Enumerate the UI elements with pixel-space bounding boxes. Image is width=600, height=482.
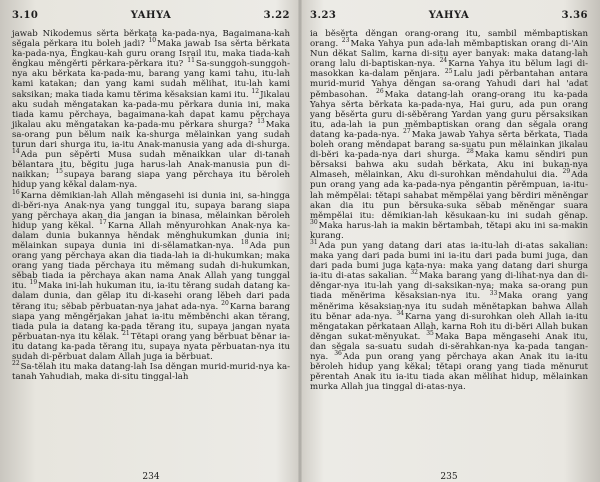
verse-text: Maka ini-lah hukuman itu, ia-itu tĕrang sudah datang ka-dalam dunia, dan gĕlap itu di-kasehi orang lĕbeh dari pada tĕrang itu; sĕbab pĕrbuatan-nya jahat ada-nya. [12,281,291,312]
verse-number: 23 [341,37,350,45]
header-reference-end: 3.36 [561,10,588,21]
header-reference-start: 3.23 [310,10,337,21]
verse-number: 12 [251,87,260,95]
verse-number: 10 [148,37,157,45]
verse-text: Maka jawab Yahya sĕrta bĕrkata, Tiada boleh orang mĕndapat barang sa-suatu pun mĕlainkan jikalau di-bĕri ka-pada-nya dari shurga. [310,129,588,161]
verse-text: Maka sa-orang pun bĕlum naik ka-shurga mĕlainkan yang sudah turun dari shurga itu, ia-itu Anak-manusia yang ada di-shurga. [12,119,290,151]
running-header [310,10,588,26]
verse-text: Karna yang di-surohkan oleh Allah ia-itu mĕngatakan pĕrkataan Allah, karna Roh itu di-bĕri Allah bukan dĕngan sukat-mĕnyukat. [310,311,588,342]
header-book-title: YAHYA [428,10,470,21]
right-page [310,10,589,482]
verse-text: Karna dĕmikian-lah Allah mĕngasehi isi dunia ini, sa-hingga di-bĕri-nya Anak-nya yang tunggal itu, supaya barang siapa yang pĕrchaya akan dia jangan ia binasa, mĕlainkan bĕroleh hidup yang kĕkal. [12,190,290,231]
verse-number: 29 [562,168,571,176]
verse-text: Maka barang yang di-lihat-nya dan di-dĕngar-nya itu-lah yang di-saksikan-nya; maka sa-orang pun tiada mĕnĕrima kĕsaksian-nya itu. [310,271,589,302]
verse-text: Karna Yahya itu bĕlum lagi di-masokkan ka-dalam pĕnjara. [310,59,588,80]
verse-number: 36 [334,350,342,358]
verse-number: 21 [122,329,130,337]
book-gutter [298,0,302,482]
verse-number: 20 [221,299,229,307]
header-reference-end: 3.22 [263,10,290,21]
verse-text: Ada pun sĕpĕrti Musa sudah mĕnaikkan ular di-tanah bĕlantara itu, bĕgitu juga harus-lah Anak-manusia pun di-naikkan; [12,150,290,181]
header-reference-start: 3.10 [12,10,39,21]
header-book-title: YAHYA [130,10,172,21]
verse-number: 32 [410,269,418,277]
verse-number: 30 [310,218,318,226]
verse-text: Maka datang-lah orang-orang itu ka-pada Yahya sĕrta bĕrkata ka-pada-nya, Hai guru, ada pun orang yang bĕsĕrta guru di-sĕbĕrang Yardan yang guru pĕrsaksikan itu, ada-lah ia pun mĕmbaptiskan orang dan sĕgala orang datang ka-pada-nya. [310,89,588,140]
verse-text: Maka Bapa mĕngasehi Anak itu, dan sĕgala sa-suatu sudah di-sĕrahkan-nya ka-pada tangan-nya. [310,331,589,362]
verse-text: ia bĕsĕrta dĕngan orang-orang itu, sambil mĕmbaptiskan orang. [310,29,588,50]
verse-number: 25 [444,67,453,75]
verse-text: Ada pun orang yang pĕrchaya akan Anak itu ia-itu bĕroleh hidup yang kĕkal; tĕtapi orang yang tiada mĕnurut pĕrentah Anak itu ia-itu tiada akan mĕlihat hidup, mĕlainkan murka Allah jua tinggal di-atas-nya. [310,352,588,393]
verse-text: Maka orang yang mĕnĕrima kĕsaksian-nya itu sudah mĕnĕtapkan bahwa Allah itu bĕnar ada-nya. [310,291,588,322]
verse-number: 34 [396,309,404,317]
verse-text: Ada pun orang yang pĕrchaya akan dia tiada-lah ia di-hukumkan; maka orang yang tiada pĕrchaya itu mĕmang sudah di-hukumkan, sĕbab tiada ia pĕrchaya akan nama Anak Allah yang tunggal itu. [12,240,291,292]
verse-number: 17 [99,218,107,226]
paragraph [310,241,588,392]
running-header [12,10,290,26]
verse-text: Ada pun yang datang dari atas ia-itu-lah di-atas sakalian: maka yang dari pada bumi ini ia-itu dari pada bumi juga, dan dari pada bumi juga kata-nya: maka yang datang dari shurga ia-itu di-atas sakalian. [310,240,588,282]
verse-number: 14 [12,148,20,156]
verse-number: 19 [29,279,38,287]
verse-text: Jikalau aku sudah mĕngatakan ka-pada-mu pĕrkara dunia ini, maka tiada kamu pĕrchaya, bagaimana-kah dapat kamu pĕrchaya jikalau aku mĕngatakan ka-pada-mu pĕrkara shurga? [12,89,290,130]
verse-number: 26 [376,87,384,95]
verse-number: 16 [12,188,20,196]
verse-number: 24 [439,57,448,65]
verse-text: Sa-sunggoh-sunggoh-nya aku bĕrkata ka-pada-mu, barang yang kami tahu, itu-lah kami katakan; dan yang kami sudah mĕlihat, itu-lah kami saksikan; maka tiada kamu tĕrima kĕsaksian kami itu. [12,59,290,100]
page-number: 235 [440,472,458,482]
verse-text: Ada pun orang yang ada ka-pada-nya pĕngantin pĕrĕmpuan, ia-itu-lah mĕmpĕlai: tĕtapi sahabat mĕmpĕlai yang bĕrdiri mĕnĕngar akan dia itu pun bĕrsuka-suka sĕbab mĕnĕngar suara mĕmpĕlai itu: dĕmikian-lah kĕsukaan-ku ini sudah gĕnap. [310,170,588,221]
left-page [12,10,291,482]
verse-text: Maka harus-lah ia makin bĕrtambah, tĕtapi aku ini sa-makin kurang. [310,220,588,241]
verse-number: 18 [240,239,249,247]
verse-number: 15 [55,168,63,176]
verse-number: 35 [426,329,434,337]
page-text [310,29,588,392]
paragraph [12,362,290,382]
verse-number: 13 [257,117,265,125]
verse-text: Maka kamu sĕndiri pun bĕrsaksi bahwa aku sudah bĕrkata, Aku ini bukan-nya Almaseh, mĕlainkan, Aku di-surohkan mĕndahului dia. [310,150,589,181]
page-text [12,29,290,382]
verse-number: 33 [489,289,498,297]
verse-text: jawab Nikodemus sĕrta bĕrkata ka-pada-nya, Bagaimana-kah sĕgala pĕrkara itu boleh jadi? [12,29,290,50]
verse-text: Maka jawab Isa sĕrta bĕrkata ka-pada-nya, Ĕngkau-kah guru orang Israil itu, maka tiada-kah ĕngkau mĕngĕrti pĕrkara-pĕrkara itu? [12,39,291,70]
verse-number: 22 [12,360,20,368]
verse-text: Tĕtapi orang yang bĕrbuat bĕnar ia-itu datang ka-pada tĕrang itu, supaya nyata pĕrbuatan-nya itu sudah di-pĕrbuat dalam Allah juga ia bĕrbuat. [12,331,290,362]
paragraph [12,188,291,363]
page-number: 234 [142,472,160,482]
verse-number: 31 [310,239,318,247]
paragraph [310,29,588,241]
verse-text: Sa-tĕlah itu maka datang-lah Isa dĕngan murid-murid-nya ka-tanah Yahudiah, maka di-situ tinggal-lah [12,362,290,383]
verse-text: Karna Allah mĕnyurohkan Anak-nya ka-dalam dunia bukannya hĕndak mĕnghukumkan dunia ini; mĕlainkan supaya dunia ini di-sĕlamatkan-nya. [12,220,291,251]
verse-text: Karna barang siapa yang mĕngĕrjakan jahat ia-itu mĕmbĕnchi akan tĕrang, tiada pula ia datang ka-pada tĕrang itu, supaya jangan nyata pĕrbuatan-nya itu kĕlak. [12,301,291,342]
paragraph [12,29,290,191]
verse-number: 28 [466,148,474,156]
verse-number: 11 [187,57,195,65]
verse-text: Lalu jadi pĕrbantahan antara murid-murid Yahya dĕngan sa-orang Yahudi dari hal 'adat pĕmbasohan. [310,69,588,100]
verse-text: supaya barang siapa yang pĕrchaya itu bĕroleh hidup yang kĕkal dalam-nya. [12,170,291,191]
verse-text: Maka Yahya pun ada-lah mĕmbaptiskan orang di-'Ain Nun dĕkat Salim, karna di-situ ayer banyak: maka datang-lah orang lalu di-baptiskan-nya. [310,39,588,70]
verse-number: 27 [403,128,411,136]
